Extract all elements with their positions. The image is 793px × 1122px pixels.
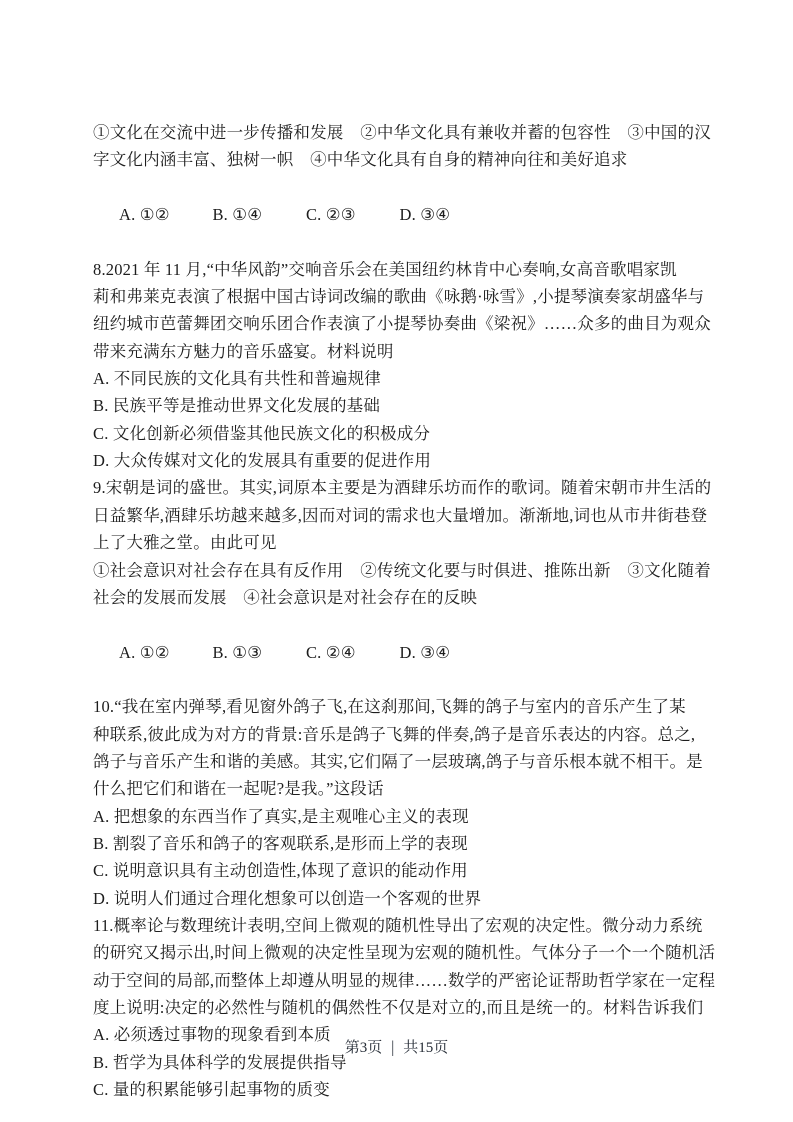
question-line: ①社会意识对社会存在具有反作用 ②传统文化要与时俱进、推陈出新 ③文化随着 — [93, 560, 711, 580]
question-line: 什么把它们和谐在一起呢?是我。”这段话 — [93, 779, 384, 799]
question-7-continuation — [93, 119, 711, 256]
question-line: 动于空间的局部,而整体上却遵从明显的规律……数学的严密论证帮助哲学家在一定程 — [93, 970, 716, 990]
option-d: D. 说明人们通过合理化想象可以创造一个客观的世界 — [93, 888, 482, 908]
question-line: 日益繁华,酒肆乐坊越来越多,因而对词的需求也大量增加。渐渐地,词也从市井街巷登 — [93, 505, 708, 525]
exam-page-content — [93, 119, 716, 1103]
option-b: B. ①③ — [212, 642, 263, 662]
option-c: C. 文化创新必须借鉴其他民族文化的积极成分 — [93, 423, 431, 443]
question-10 — [93, 693, 707, 912]
question-11 — [93, 912, 716, 1103]
option-d: D. 大众传媒对文化的发展具有重要的促进作用 — [93, 451, 432, 471]
question-line: 字文化内涵丰富、独树一帜 ④中华文化具有自身的精神向往和美好追求 — [93, 150, 628, 170]
option-c: C. 说明意识具有主动创造性,体现了意识的能动作用 — [93, 861, 468, 881]
question-line: 8.2021 年 11 月,“中华风韵”交响音乐会在美国纽约林肯中心奏响,女高音歌唱家凯 — [93, 259, 677, 279]
option-a: A. ①② — [118, 642, 170, 662]
question-line: 11.概率论与数理统计表明,空间上微观的随机性导出了宏观的决定性。微分动力系统 — [93, 915, 703, 935]
option-a: A. 不同民族的文化具有共性和普遍规律 — [93, 369, 381, 389]
question-line: 10.“我在室内弹琴,看见窗外鸽子飞,在这刹那间,飞舞的鸽子与室内的音乐产生了某 — [93, 697, 686, 717]
option-b: B. 割裂了音乐和鸽子的客观联系,是形而上学的表现 — [93, 833, 468, 853]
option-a: A. 把想象的东西当作了真实,是主观唯心主义的表现 — [93, 806, 469, 826]
question-line: 莉和弗莱克表演了根据中国古诗词改编的歌曲《咏鹅·咏雪》,小提琴演奏家胡盛华与 — [93, 287, 705, 307]
option-b: B. 民族平等是推动世界文化发展的基础 — [93, 396, 381, 416]
question-line: 种联系,彼此成为对方的背景:音乐是鸽子飞舞的伴奏,鸽子是音乐表达的内容。总之, — [93, 724, 696, 744]
question-line: 鸽子与音乐产生和谐的美感。其实,它们隔了一层玻璃,鸽子与音乐根本就不相干。是 — [93, 751, 703, 771]
option-a: A. 必须透过事物的现象看到本质 — [93, 1025, 331, 1045]
options-row — [93, 174, 707, 256]
question-line: 的研究又揭示出,时间上微观的决定性呈现为宏观的随机性。气体分子一个一个随机活 — [93, 943, 716, 963]
question-line: 纽约城市芭蕾舞团交响乐团合作表演了小提琴协奏曲《梁祝》……众多的曲目为观众 — [93, 314, 711, 334]
option-b: B. ①④ — [212, 205, 263, 225]
question-line: 9.宋朝是词的盛世。其实,词原本主要是为酒肆乐坊而作的歌词。随着宋朝市井生活的 — [93, 478, 712, 498]
options-row — [93, 611, 707, 693]
question-8 — [93, 256, 711, 475]
option-c: C. 量的积累能够引起事物的质变 — [93, 1080, 330, 1100]
option-d: D. ③④ — [399, 642, 451, 662]
current-page-label: 第3页 — [344, 1040, 383, 1056]
footer-divider: | — [391, 1038, 395, 1058]
question-9 — [93, 474, 712, 693]
question-line: 度上说明:决定的必然性与随机的偶然性不仅是对立的,而且是统一的。材料告诉我们 — [93, 998, 704, 1017]
option-a: A. ①② — [118, 205, 170, 225]
option-b: B. 哲学为具体科学的发展提供指导 — [93, 1052, 347, 1072]
question-line: 社会的发展而发展 ④社会意识是对社会存在的反映 — [93, 587, 478, 607]
page-footer — [0, 1036, 793, 1057]
question-line: 带来充满东方魅力的音乐盛宴。材料说明 — [93, 341, 394, 361]
total-pages-label: 共15页 — [403, 1040, 449, 1056]
question-line: 上了大雅之堂。由此可见 — [93, 533, 277, 553]
question-line: ①文化在交流中进一步传播和发展 ②中华文化具有兼收并蓄的包容性 ③中国的汉 — [93, 123, 711, 142]
option-d: D. ③④ — [399, 205, 451, 225]
option-c: C. ②④ — [305, 642, 356, 662]
option-c: C. ②③ — [305, 205, 356, 225]
